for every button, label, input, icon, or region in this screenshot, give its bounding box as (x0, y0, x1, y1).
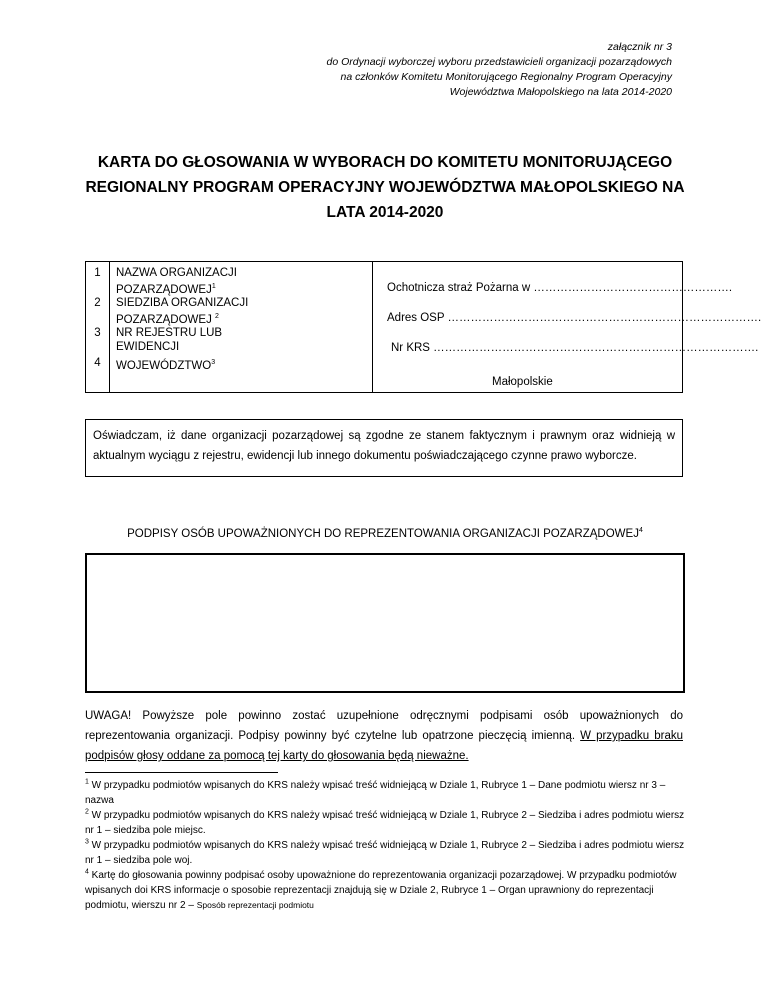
org-seat-field[interactable]: Adres OSP ………………………………………………………………………. (387, 312, 762, 324)
footnote: $^2$ W przypadku podmiotów wpisanych do KRS należy wpisać treść widniejącą w Dziale 1, Rubryce 2 – Siedziba i adres podmiotu wiersz nr 1 – siedziba pole miejsc. (85, 808, 685, 836)
row-number: 1 (94, 267, 101, 279)
row-number: 3 (94, 327, 101, 339)
row-number: 4 (94, 357, 101, 369)
row-number: 2 (94, 297, 101, 309)
attachment-note-line: Województwa Małopolskiego na lata 2014-2020 (449, 86, 672, 98)
row-number-column (86, 262, 110, 392)
footnote: $^1$ W przypadku podmiotów wpisanych do KRS należy wpisać treść widniejącą w Dziale 1, Rubryce 1 – Dane podmiotu wiersz nr 3 – nazwa (85, 778, 666, 806)
voivodeship-field[interactable]: Małopolskie (492, 376, 553, 388)
declaration-text: Oświadczam, iż dane organizacji pozarządowej są zgodne ze stanem faktycznym i prawnym oraz widnieją w aktualnym wyciągu z rejestru, ewidencji lub innego dokumentu poświadczającego czynne prawo wyborcze. (93, 430, 675, 462)
attachment-note-line: na członków Komitetu Monitorującego Regionalny Program Operacyjny (340, 71, 672, 83)
org-name-field[interactable]: Ochotnicza straż Pożarna w ……………………………………………. (387, 282, 733, 294)
footnote: $^3$ W przypadku podmiotów wpisanych do KRS należy wpisać treść widniejącą w Dziale 1, Rubryce 2 – Siedziba i adres podmiotu wiersz nr 1 – siedziba pole woj. (85, 838, 685, 866)
field-label-registry-number: NR REJESTRU LUB EWIDENCJI (116, 327, 223, 353)
document-title (60, 150, 710, 225)
warning-underlined-text: W przypadku braku podpisów głosy oddane za pomocą tej karty do głosowania będą nieważne. (85, 730, 683, 762)
footnote: $^4$ Kartę do głosowania powinny podpisać osoby upoważnione do reprezentowania organizacji pozarządowej. W przypadku podmiotów wpisanych doi KRS informacje o sposobie reprezentacji znajdują się w Dziale 2, Rubryce 1 – Organ uprawniony do reprezentacji podmiotu, wierszu nr 2 – Sposób reprezentacji podmiotu (85, 868, 677, 911)
attachment-note-line: do Ordynacji wyborczej wyboru przedstawicieli organizacji pozarządowych (326, 56, 672, 68)
attachment-note (232, 40, 672, 100)
organization-data-table (85, 261, 762, 393)
warning-note (85, 706, 683, 766)
signature-field[interactable] (85, 553, 685, 693)
footnote-separator (85, 772, 278, 773)
title-line: KARTA DO GŁOSOWANIA W WYBORACH DO KOMITETU MONITORUJĄCEGO (97, 154, 673, 171)
warning-text: UWAGA! Powyższe pole powinno zostać uzupełnione odręcznymi podpisami osób upoważnionych do reprezentowania organizacji. Podpisy powinny być czytelne lub opatrzone pieczęcią imienną. (85, 710, 683, 742)
title-line: LATA 2014-2020 (326, 204, 444, 221)
field-label-org-seat: SIEDZIBA ORGANIZACJI POZARZĄDOWEJ $^2$ (116, 297, 249, 326)
signatures-heading: PODPISY OSÓB UPOWAŻNIONYCH DO REPREZENTOWANIA ORGANIZACJI POZARZĄDOWEJ$^4$ (127, 527, 643, 540)
field-label-org-name: NAZWA ORGANIZACJI POZARZĄDOWEJ$^1$ (116, 267, 237, 296)
attachment-note-line: załącznik nr 3 (607, 41, 672, 53)
registry-number-field[interactable]: Nr KRS …………………………………………………………………………. (391, 342, 759, 354)
field-label-voivodeship: WOJEWÓDZTWO$^3$ (116, 359, 216, 372)
declaration-box (85, 419, 683, 477)
field-label-column (109, 262, 373, 392)
footnotes (85, 778, 695, 913)
title-line: REGIONALNY PROGRAM OPERACYJNY WOJEWÓDZTWA MAŁOPOLSKIEGO NA (85, 179, 685, 196)
